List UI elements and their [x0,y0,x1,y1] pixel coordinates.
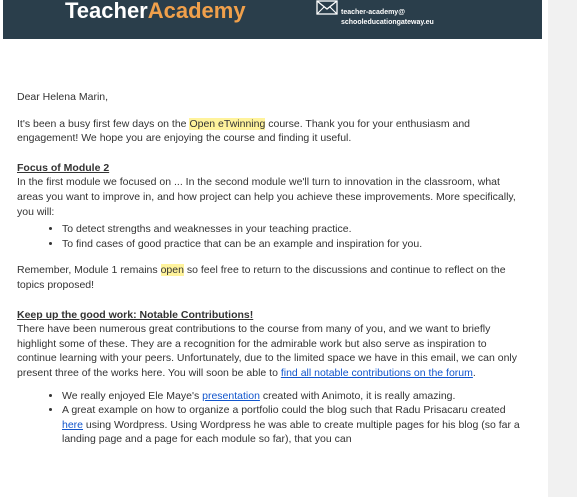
brand-logo-part1: Teacher [65,0,148,23]
blog-here-link[interactable]: here [62,418,84,431]
intro-paragraph [17,117,527,146]
brand-logo [65,0,246,26]
remember-text-start: Remember, Module 1 remains [17,264,161,277]
header-banner [3,0,542,39]
contributions-section-title: Keep up the good work: Notable Contributions! [17,308,254,321]
contributions-bullet-list [17,389,527,447]
focus-section-title: Focus of Module 2 [17,161,110,174]
contributions-text: There have been numerous great contributions to the course from many of you, and we want to briefly highlight some of these. They are a recognition for the admirable work but also serve as inspiration to continue learning with your peers. Unfortunately, due to the limited space we have in this email, we can only present three of the works here. You will soon be able to [17,323,517,379]
item-text-end: created with Animoto, it is really amazing. [259,389,456,402]
focus-bullet-list [17,222,527,251]
forum-contributions-link[interactable]: find all notable contributions on the forum [280,366,473,379]
greeting: Dear Helena Marin, [17,91,109,103]
intro-text-end: course. Thank you for your enthusiasm and engagement! We hope you are enjoying the course and finding it useful. [17,117,470,145]
list-item [62,389,527,404]
remember-paragraph [17,263,527,292]
email-content [17,90,527,447]
remember-text-end: so feel free to return to the discussions and continue to reflect on the topics proposed! [17,264,506,291]
course-name-highlight: Open eTwinning [189,117,266,130]
list-item: • To detect strengths and weaknesses in your teaching practice. [62,222,527,237]
contact-email[interactable] [341,8,434,28]
envelope-icon [316,0,338,15]
item-text-end: using Wordpress. Using Wordpress he was able to create multiple pages for his blog (so far a landing page and a page for each module so far), that you can [62,418,520,446]
presentation-link[interactable]: presentation [202,389,260,402]
open-highlight: open [160,264,184,277]
contributions-text-end: . [472,366,476,379]
contact-email-line1: teacher-academy@ [341,9,406,16]
right-side-pane [548,0,577,497]
item-text-start: We really enjoyed Ele Maye's [62,389,203,402]
focus-paragraph: In the first module we focused on ... In the second module we'll turn to innovation in the classroom, what areas you want to improve in, and how project can help you achieve these improvements. More specifically, you will: [17,176,516,218]
list-item: • To find cases of good practice that can be an example and inspiration for you. [62,237,527,252]
contributions-paragraph [17,322,527,380]
list-item [62,403,527,447]
brand-logo-part2: Academy [147,0,246,23]
item-text-start: A great example on how to organize a portfolio could the blog such that Radu Prisacaru created [62,404,506,417]
contact-email-line2: schooleducationgateway.eu [341,19,434,26]
intro-text-start: It's been a busy first few days on the [17,117,190,130]
